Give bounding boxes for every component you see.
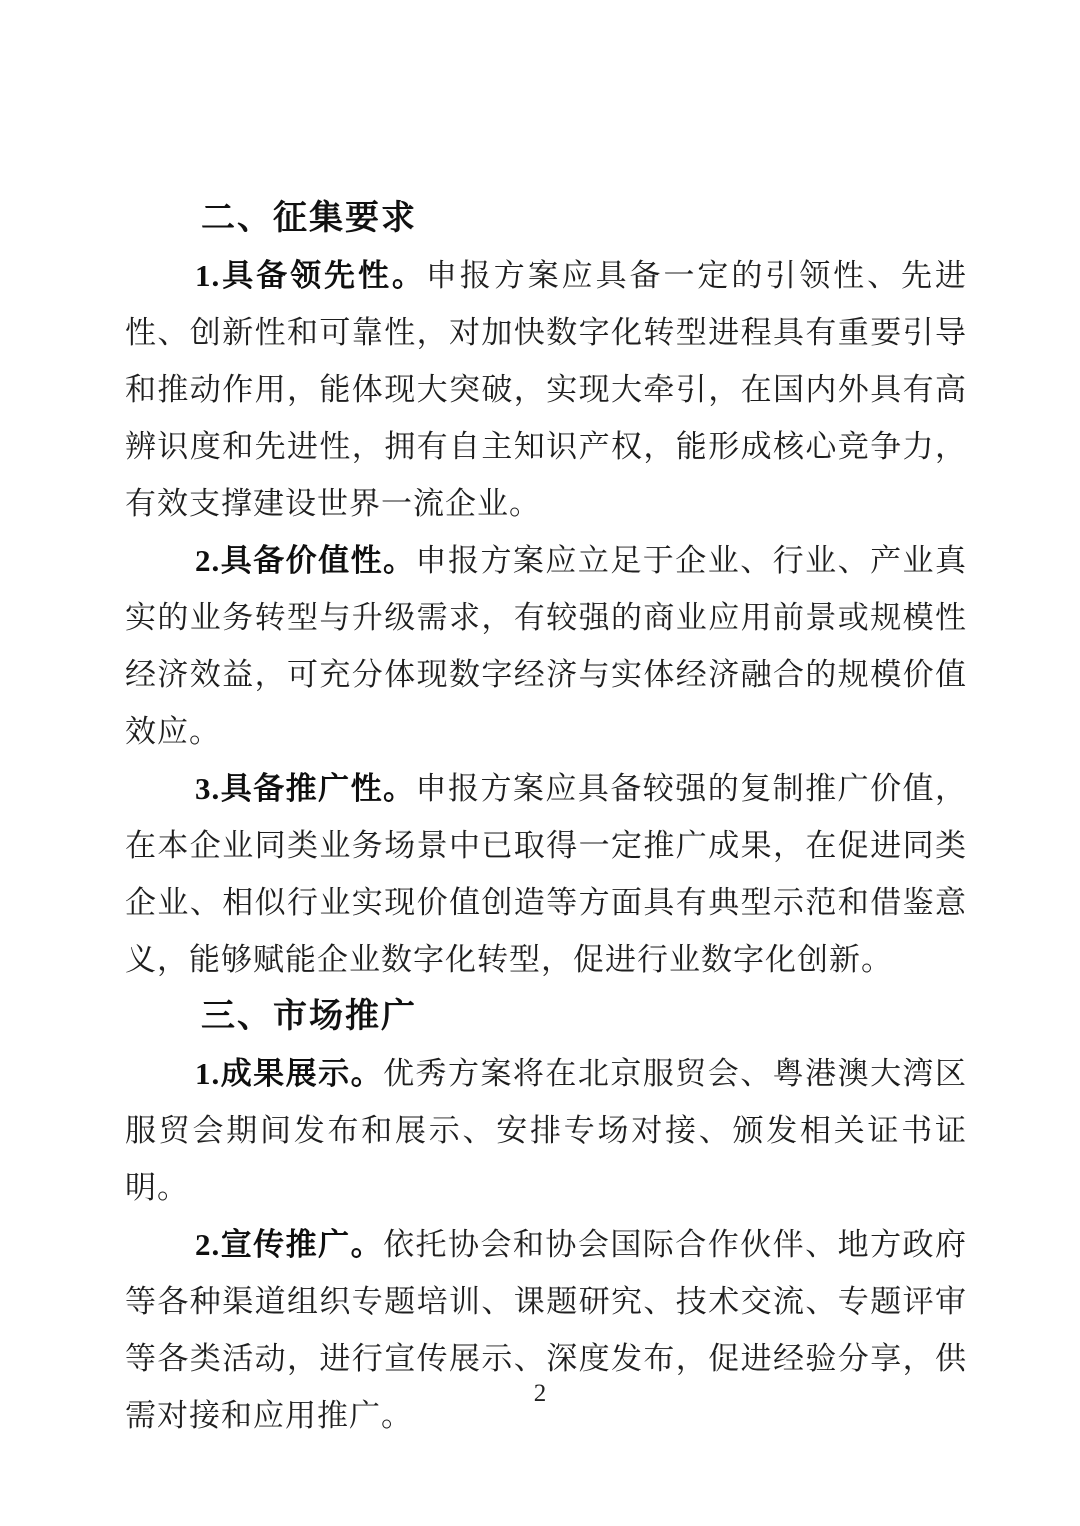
section-heading-collection-requirements: 二、征集要求 [201,200,417,237]
paragraph-text: 申报方案应具备较强的复制推广价值，在本企业同类业务场景中已取得一定推广成果，在促进同类企业、相似行业实现价值创造等方面具有典型示范和借鉴意义，能够赋能企业数字化转型，促进行业数字化创新。 [125,771,968,977]
paragraph-lead: 1.成果展示。 [195,1056,384,1091]
page-number: 2 [533,1380,547,1407]
paragraph-lead: 2.具备价值性。 [195,543,416,578]
paragraph-lead: 1.具备领先性。 [195,258,426,293]
document-content [125,190,967,1444]
paragraph-lead: 3.具备推广性。 [195,771,416,806]
section-heading-market-promotion: 三、市场推广 [201,998,417,1035]
paragraph-text: 优秀方案将在北京服贸会、粤港澳大湾区服贸会期间发布和展示、安排专场对接、颁发相关证书证明。 [125,1056,968,1205]
paragraph-text: 申报方案应立足于企业、行业、产业真实的业务转型与升级需求，有较强的商业应用前景或规模性经济效益，可充分体现数字经济与实体经济融合的规模价值效应。 [125,543,968,749]
paragraph-text: 依托协会和协会国际合作伙伴、地方政府等各种渠道组织专题培训、课题研究、技术交流、专题评审等各类活动，进行宣传展示、深度发布，促进经验分享，供需对接和应用推广。 [125,1227,968,1433]
paragraph [125,532,967,760]
paragraph [125,760,967,988]
paragraph [125,1045,967,1216]
paragraph-text: 申报方案应具备一定的引领性、先进性、创新性和可靠性，对加快数字化转型进程具有重要引导和推动作用，能体现大突破，实现大牵引，在国内外具有高辨识度和先进性，拥有自主知识产权，能形成核心竞争力，有效支撑建设世界一流企业。 [125,258,968,521]
paragraph-lead: 2.宣传推广。 [195,1227,384,1262]
paragraph [125,247,967,532]
